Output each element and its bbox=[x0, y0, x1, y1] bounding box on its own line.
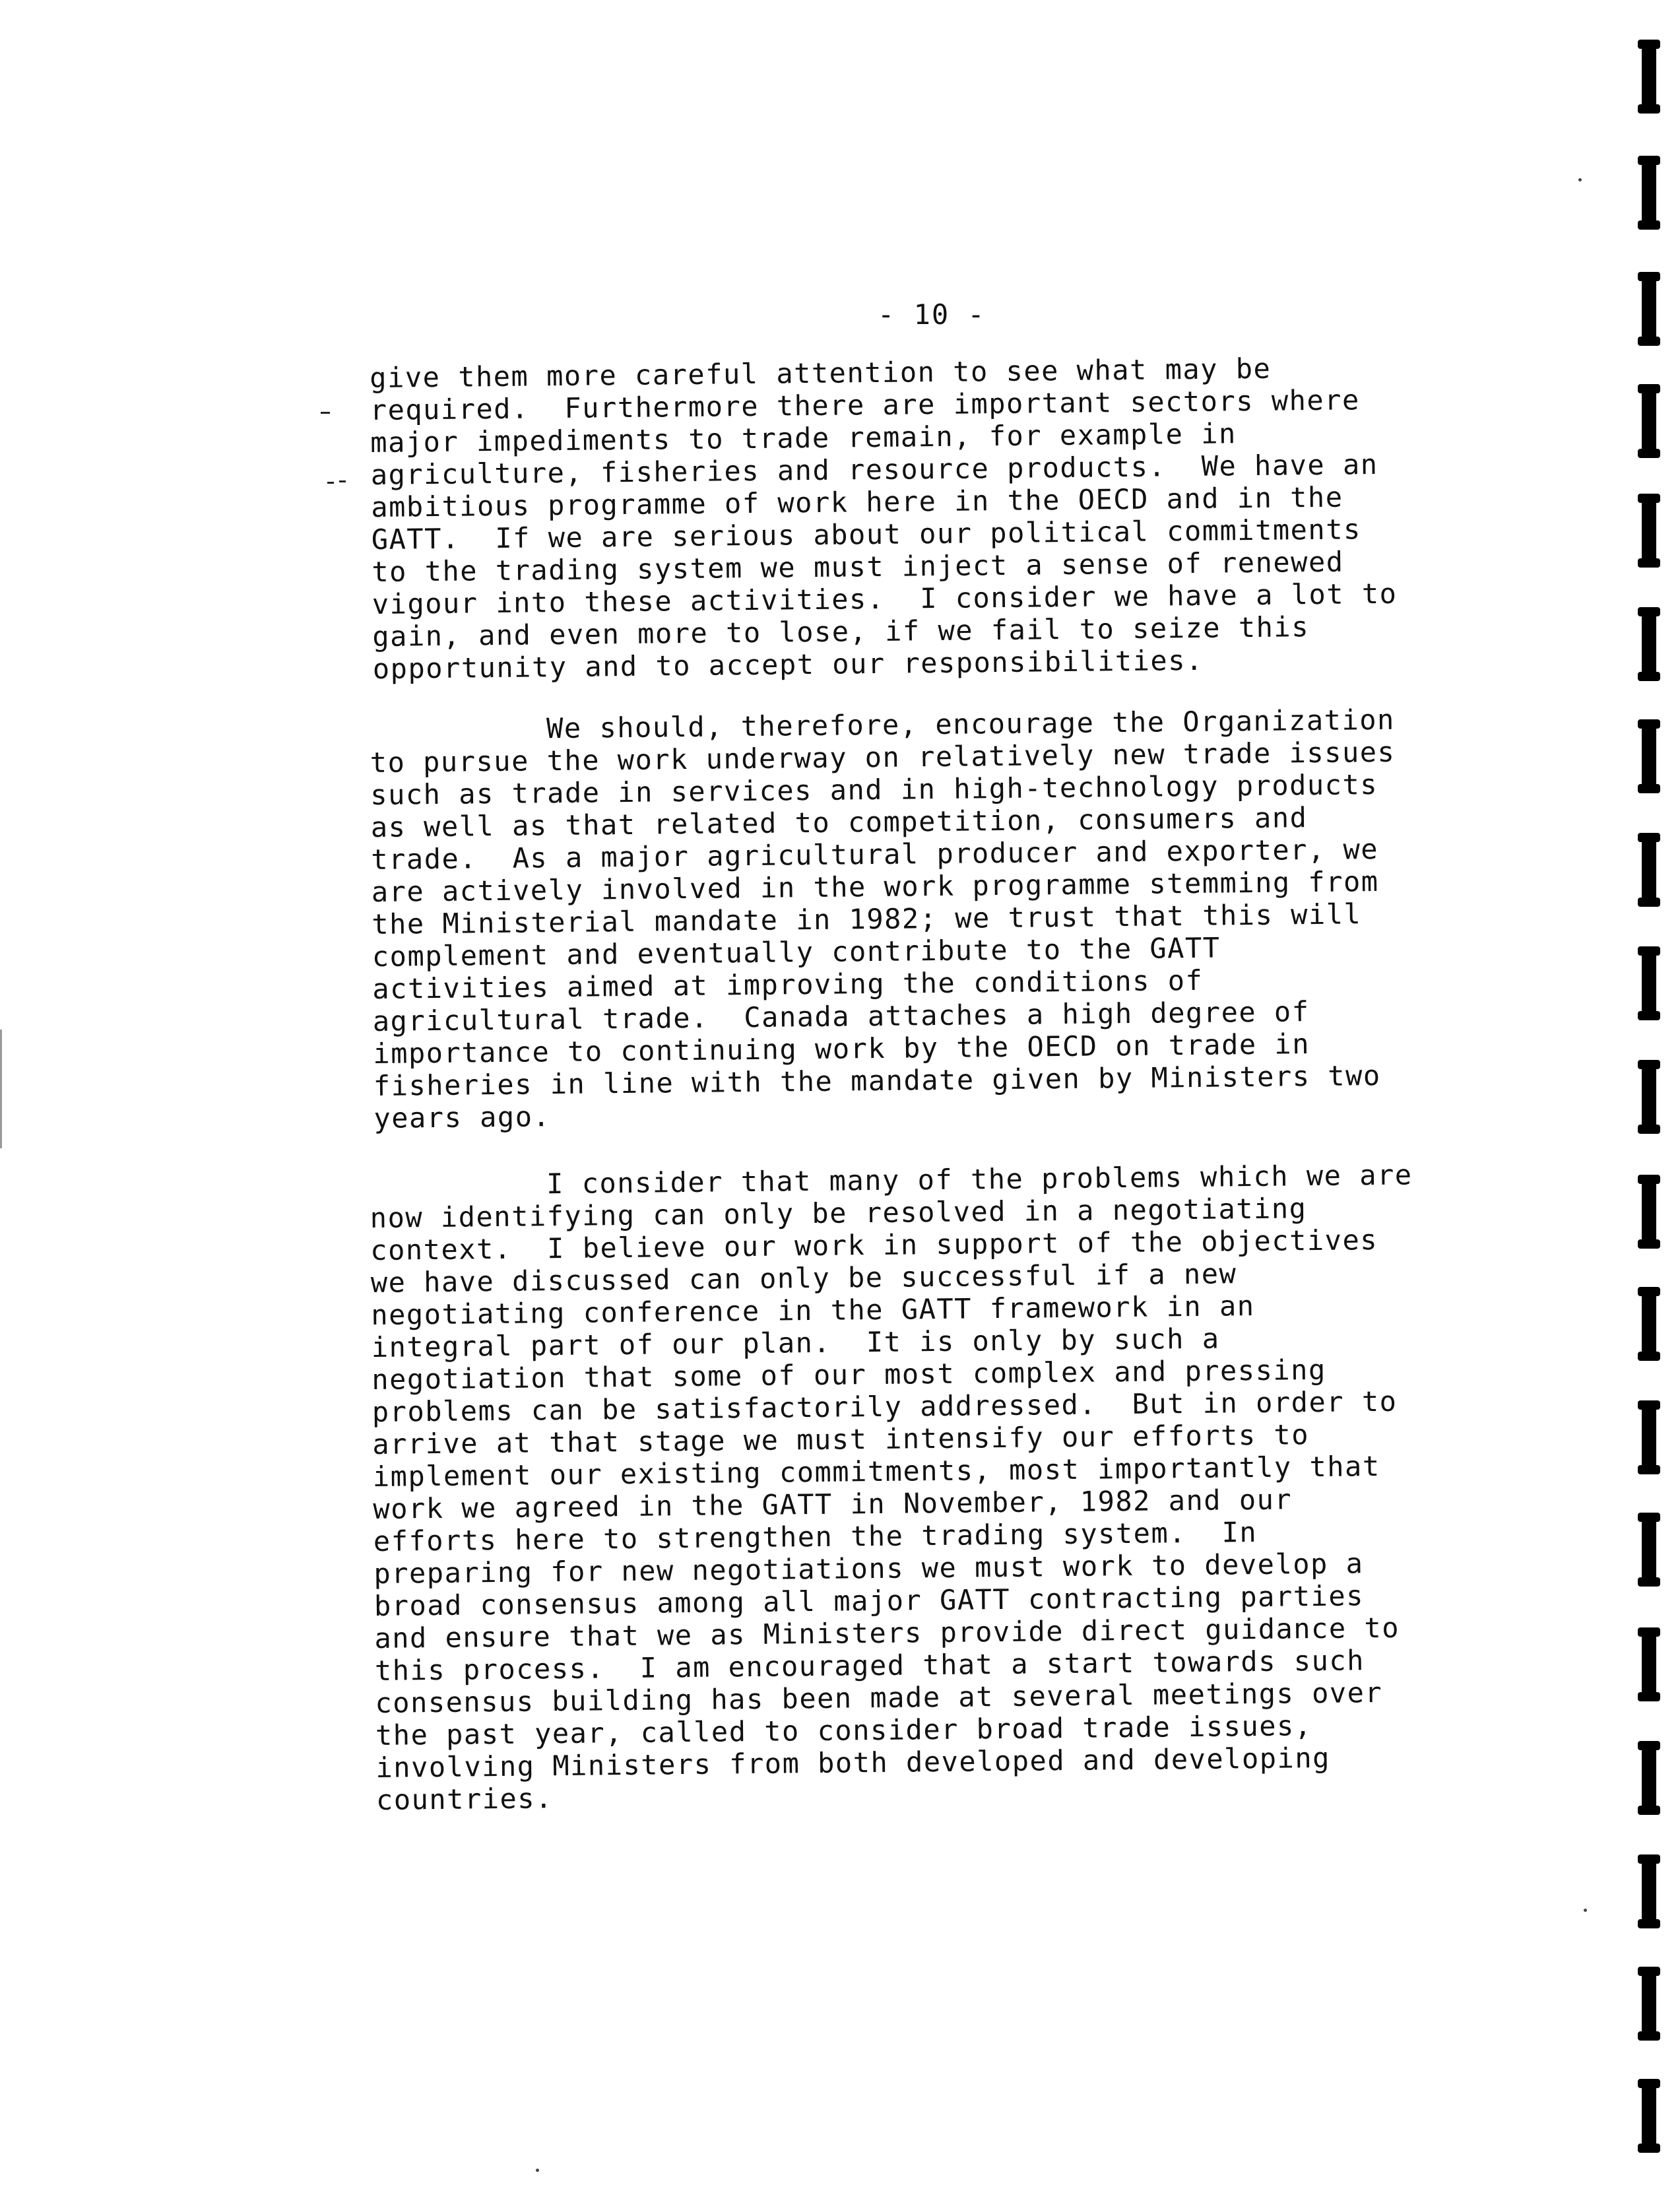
text-line: years ago. bbox=[373, 1100, 551, 1134]
text-line: fisheries in line with the mandate given by Ministers two bbox=[373, 1059, 1381, 1102]
text-line: countries. bbox=[375, 1782, 554, 1816]
binding-hole-mark bbox=[1642, 1967, 1656, 2041]
binding-strip bbox=[1627, 0, 1680, 2197]
scan-speck bbox=[1578, 178, 1582, 181]
binding-hole-mark bbox=[1642, 1060, 1656, 1134]
paragraph-3 bbox=[370, 1158, 1524, 1816]
binding-hole-mark bbox=[1642, 1854, 1656, 1928]
margin-dash-mark bbox=[327, 482, 334, 484]
text-line: problems can be satisfactorily addressed. But in order to bbox=[372, 1385, 1398, 1428]
text-line: implement our existing commitments, most importantly that bbox=[372, 1449, 1380, 1493]
text-line: work we agreed in the GATT in November, 1982 and our bbox=[373, 1483, 1293, 1525]
text-line: as well as that related to competition, consumers and bbox=[370, 801, 1308, 843]
binding-hole-mark bbox=[1642, 40, 1656, 114]
text-line: integral part of our plan. It is only by such a bbox=[371, 1322, 1220, 1363]
binding-hole-mark bbox=[1642, 2079, 1656, 2153]
binding-hole-mark bbox=[1642, 607, 1656, 681]
binding-hole-mark bbox=[1642, 1741, 1656, 1815]
binding-hole-mark bbox=[1642, 1175, 1656, 1249]
text-line: agricultural trade. Canada attaches a high degree of bbox=[372, 995, 1310, 1037]
text-line: arrive at that stage we must intensify our efforts to bbox=[372, 1418, 1310, 1460]
text-line: opportunity and to accept our responsibilities. bbox=[372, 643, 1204, 685]
text-line: I consider that many of the problems which we are bbox=[370, 1158, 1413, 1202]
text-line: preparing for new negotiations we must work to develop a bbox=[373, 1547, 1364, 1590]
text-line: trade. As a major agricultural producer and exporter, we bbox=[371, 833, 1379, 876]
text-line: ambitious programme of work here in the OECD and in the bbox=[371, 480, 1343, 523]
paragraph-1 bbox=[370, 350, 1521, 685]
text-line: we have discussed can only be successful if a new bbox=[370, 1257, 1237, 1299]
text-line: broad consensus among all major GATT contracting parties bbox=[373, 1579, 1365, 1622]
binding-hole-mark bbox=[1642, 156, 1656, 230]
binding-hole-mark bbox=[1642, 1287, 1656, 1361]
binding-hole-mark bbox=[1642, 833, 1656, 907]
binding-hole-mark bbox=[1642, 1400, 1656, 1474]
text-line: importance to continuing work by the OECD on trade in bbox=[373, 1028, 1310, 1070]
text-line: context. I believe our work in support of the objectives bbox=[370, 1224, 1378, 1266]
text-line: efforts here to strengthen the trading system. In bbox=[373, 1515, 1258, 1558]
text-line: required. Furthermore there are important sectors where bbox=[370, 383, 1360, 426]
binding-hole-mark bbox=[1642, 384, 1656, 458]
text-line: involving Ministers from both developed and developing bbox=[375, 1741, 1331, 1784]
text-line: GATT. If we are serious about our political commitments bbox=[371, 513, 1362, 556]
margin-dash-mark bbox=[321, 412, 330, 414]
page-number: - 10 - bbox=[878, 298, 986, 331]
text-line: complement and eventually contribute to the GATT bbox=[372, 931, 1221, 973]
margin-dash-mark bbox=[339, 480, 346, 482]
scan-edge-line bbox=[0, 1030, 2, 1148]
text-line: such as trade in services and in high-technology products bbox=[370, 768, 1378, 811]
text-line: to the trading system we must inject a sense of renewed bbox=[372, 545, 1344, 588]
text-line: gain, and even more to lose, if we fail to seize this bbox=[372, 610, 1310, 653]
binding-hole-mark bbox=[1642, 272, 1656, 346]
text-line: agriculture, fisheries and resource products. We have an bbox=[370, 448, 1378, 491]
text-line: and ensure that we as Ministers provide direct guidance to bbox=[374, 1611, 1400, 1655]
text-line: We should, therefore, encourage the Organization bbox=[370, 703, 1396, 746]
text-line: negotiating conference in the GATT framework in an bbox=[371, 1289, 1255, 1331]
text-line: are actively involved in the work programme stemming from bbox=[371, 865, 1379, 908]
text-line: negotiation that some of our most complex and pressing bbox=[372, 1353, 1326, 1396]
text-line: vigour into these activities. I consider we have a lot to bbox=[372, 577, 1398, 620]
text-line: this process. I am encouraged that a start towards such bbox=[374, 1644, 1365, 1687]
text-line: major impediments to trade remain, for example in bbox=[370, 417, 1237, 459]
binding-hole-mark bbox=[1642, 1513, 1656, 1587]
text-line: the Ministerial mandate in 1982; we trust that this will bbox=[372, 898, 1362, 940]
text-line: consensus building has been made at several meetings over bbox=[375, 1676, 1383, 1719]
text-line: now identifying can only be resolved in a negotiating bbox=[370, 1192, 1307, 1234]
binding-hole-mark bbox=[1642, 946, 1656, 1020]
scan-speck bbox=[536, 2169, 539, 2172]
text-line: to pursue the work underway on relatively new trade issues bbox=[370, 735, 1396, 779]
binding-hole-mark bbox=[1642, 1627, 1656, 1701]
text-line: give them more careful attention to see what may be bbox=[370, 352, 1272, 394]
binding-hole-mark bbox=[1642, 719, 1656, 793]
scan-speck bbox=[1584, 1909, 1587, 1912]
text-line: the past year, called to consider broad trade issues, bbox=[375, 1709, 1312, 1752]
paragraph-2 bbox=[370, 702, 1522, 1134]
binding-hole-mark bbox=[1642, 494, 1656, 568]
text-line: activities aimed at improving the conditions of bbox=[372, 964, 1204, 1005]
